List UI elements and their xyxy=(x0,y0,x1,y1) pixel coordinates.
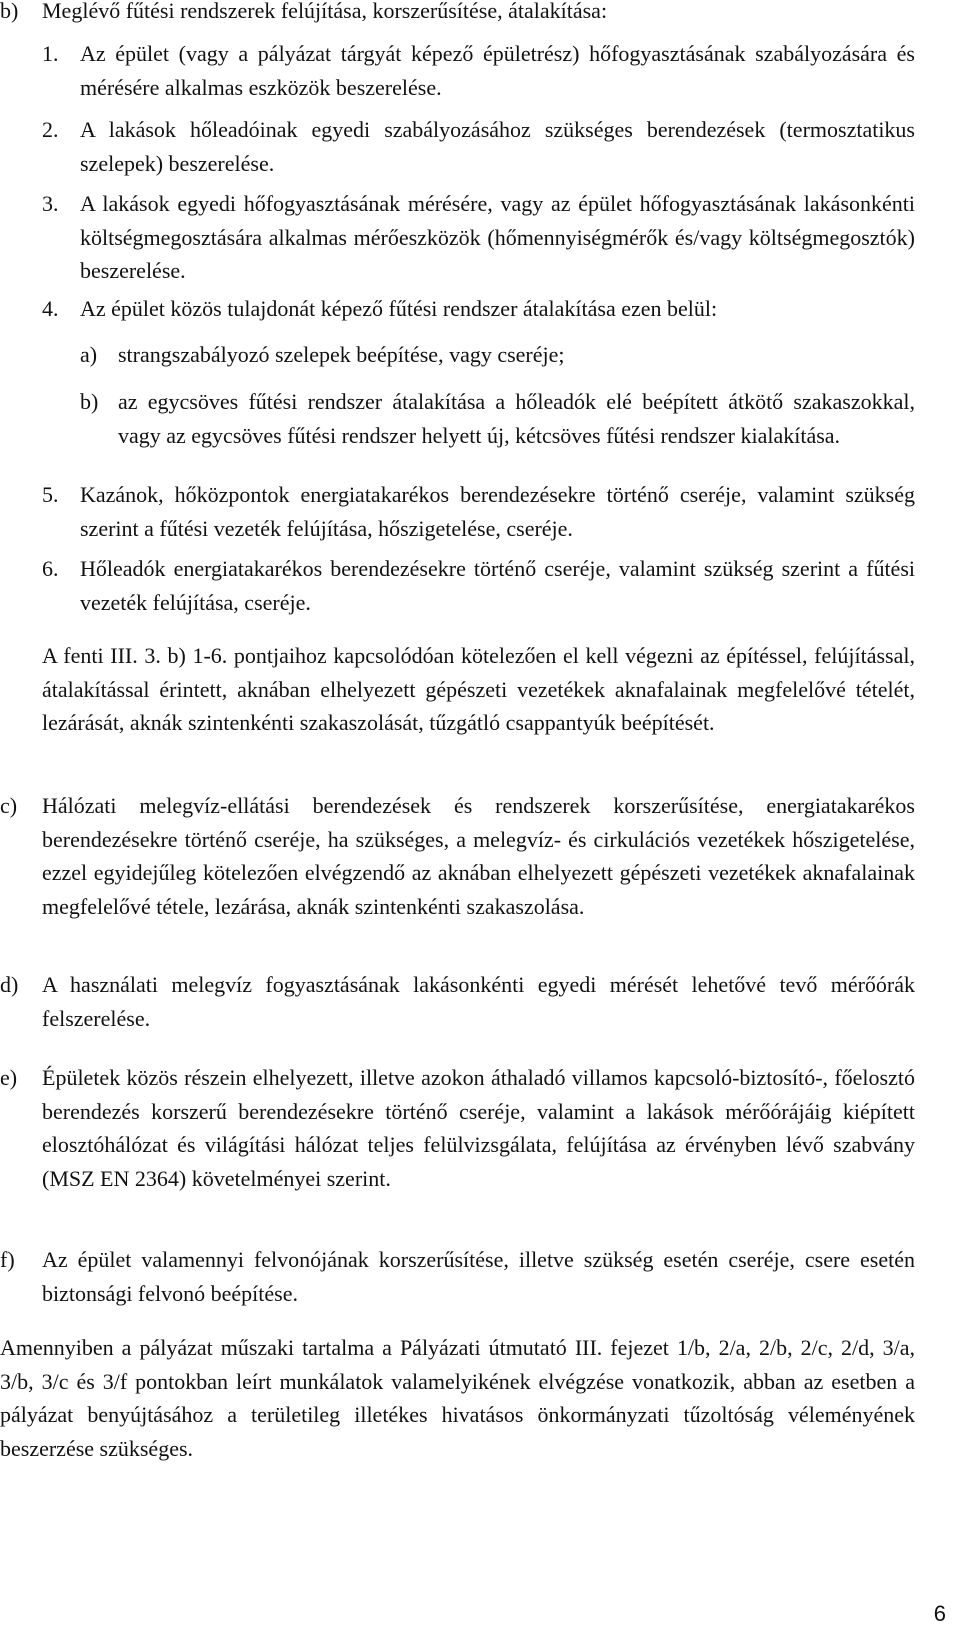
page-number: 6 xyxy=(933,1601,946,1626)
sub-item-text: az egycsöves fűtési rendszer átalakítása a hőleadók elé beépített átkötő szakaszokkal, vagy az egycsöves fűtési rendszer helyett új, kétcsöves fűtési rendszer kialakítása. xyxy=(118,389,915,448)
list-item-text: Az épület (vagy a pályázat tárgyát képező épületrész) hőfogyasztásának szabályozására és mérésére alkalmas eszközök beszerelése. xyxy=(80,41,915,100)
sub-item-text: strangszabályozó szelepek beépítése, vagy cseréje; xyxy=(118,342,565,367)
sub-item-label: b) xyxy=(80,389,99,414)
list-item-text: A lakások egyedi hőfogyasztásának mérésére, vagy az épület hőfogyasztásának lakásonkénti költségmegosztására alkalmas mérőeszközök (hőmennyiségmérők és/vagy költségmegosztók) beszerelése. xyxy=(80,191,915,283)
list-item-text: A lakások hőleadóinak egyedi szabályozásához szükséges berendezések (termosztatikus szelepek) beszerelése. xyxy=(80,117,915,176)
list-item-number: 2. xyxy=(42,117,59,142)
list-item-text: Az épület közös tulajdonát képező fűtési rendszer átalakítása ezen belül: xyxy=(80,296,718,321)
list-item-text: Kazánok, hőközpontok energiatakarékos berendezésekre történő cseréje, valamint szükség szerint a fűtési vezeték felújítása, hőszigetelése, cseréje. xyxy=(80,482,915,541)
sub-item-label: a) xyxy=(80,342,98,367)
list-item-number: 1. xyxy=(42,41,59,66)
section-b-label: b) xyxy=(0,0,19,23)
section-text: Hálózati melegvíz-ellátási berendezések és rendszerek korszerűsítése, energiatakarékos berendezésekre történő cseréje, ha szükséges, a melegvíz- és cirkulációs vezetékek hőszigetelése, ezzel egyidejűleg kötelezően elvégzendő az aknában elhelyezett gépészeti vezetékek aknafalainak megfelelővé tétele, lezárása, aknák szintenkénti szakaszolása. xyxy=(42,793,915,919)
list-item-number: 6. xyxy=(42,556,59,581)
section-label: f) xyxy=(0,1247,15,1272)
section-text: Épületek közös részein elhelyezett, illetve azokon áthaladó villamos kapcsoló-biztosító-, főelosztó berendezés korszerű berendezésekre történő cseréje, valamint a lakások mérőórájáig kiépített elosztóhálózat és világítási hálózat teljes felülvizsgálata, felújítása az érvényben lévő szabvány (MSZ EN 2364) követelményei szerint. xyxy=(42,1065,915,1191)
section-label: d) xyxy=(0,972,19,997)
list-item-number: 4. xyxy=(42,296,59,321)
list-item-text: Hőleadók energiatakarékos berendezésekre történő cseréje, valamint szükség szerint a fűtési vezeték felújítása, cseréje. xyxy=(80,556,915,615)
list-item-number: 3. xyxy=(42,191,59,216)
section-text: Az épület valamennyi felvonójának korszerűsítése, illetve szükség esetén cseréje, csere esetén biztonsági felvonó beépítése. xyxy=(42,1247,915,1306)
section-b-title: Meglévő fűtési rendszerek felújítása, korszerűsítése, átalakítása: xyxy=(42,0,608,23)
final-paragraph: Amennyiben a pályázat műszaki tartalma a Pályázati útmutató III. fejezet 1/b, 2/a, 2/b, 2/c, 2/d, 3/a, 3/b, 3/c és 3/f pontokban leírt munkálatok valamelyikének elvégzése vonatkozik, abban az esetben a pályázat benyújtásához a területileg illetékes hivatásos önkormányzati tűzoltóság véleményének beszerzése szükséges. xyxy=(0,1335,915,1461)
section-label: c) xyxy=(0,793,18,818)
list-item-number: 5. xyxy=(42,482,59,507)
section-b-closing: A fenti III. 3. b) 1-6. pontjaihoz kapcsolódóan kötelezően el kell végezni az építéssel, felújítással, átalakítással érintett, aknában elhelyezett gépészeti vezetékek aknafalainak megfelelővé tételét, lezárását, aknák szintenkénti szakaszolását, tűzgátló csappantyúk beépítését. xyxy=(42,643,915,735)
section-label: e) xyxy=(0,1065,18,1090)
section-text: A használati melegvíz fogyasztásának lakásonkénti egyedi mérését lehetővé tevő mérőórák felszerelése. xyxy=(42,972,915,1031)
